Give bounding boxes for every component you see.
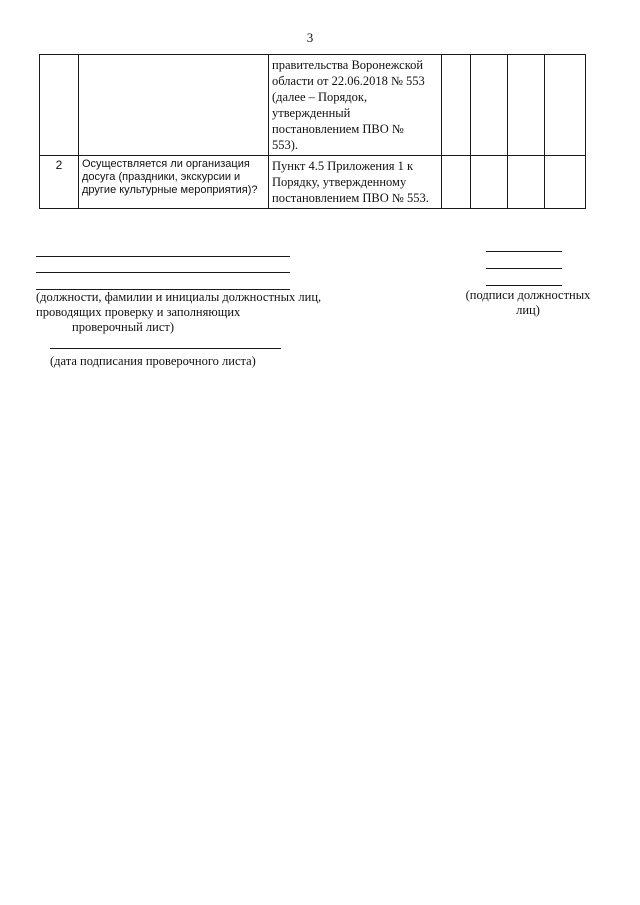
checklist-table bbox=[39, 54, 586, 209]
date-line bbox=[50, 348, 281, 349]
page-number: 3 bbox=[306, 30, 314, 45]
officials-caption bbox=[36, 290, 321, 335]
signatures-caption bbox=[462, 288, 594, 318]
answer-na-cell bbox=[508, 156, 545, 209]
question-line: досуга (праздники, экскурсии и bbox=[82, 171, 241, 183]
question-line: другие культурные мероприятия)? bbox=[82, 184, 258, 196]
question-line: Осуществляется ли организация bbox=[82, 158, 250, 170]
requirement-line: утвержденный bbox=[272, 106, 351, 120]
notes-cell bbox=[545, 156, 586, 209]
row-number-cell bbox=[40, 55, 79, 156]
officials-caption-line: проверочный лист) bbox=[72, 320, 175, 334]
answer-no-cell bbox=[471, 156, 508, 209]
requirement-cell bbox=[269, 156, 442, 209]
requirement-line: области от 22.06.2018 № 553 bbox=[272, 74, 425, 88]
requirement-line: правительства Воронежской bbox=[272, 58, 424, 72]
answer-yes-cell bbox=[442, 156, 471, 209]
table-row bbox=[40, 55, 586, 156]
requirement-line: постановлением ПВО № 553. bbox=[272, 191, 429, 205]
officials-caption-line: (должности, фамилии и инициалы должностных лиц, bbox=[36, 290, 322, 304]
answer-no-cell bbox=[471, 55, 508, 156]
notes-cell bbox=[545, 55, 586, 156]
officials-caption-line: проводящих проверку и заполняющих bbox=[36, 305, 241, 319]
date-caption: (дата подписания проверочного листа) bbox=[50, 354, 256, 368]
signature-line bbox=[486, 251, 562, 252]
answer-yes-cell bbox=[442, 55, 471, 156]
requirement-line: 553). bbox=[272, 138, 299, 152]
question-cell bbox=[79, 55, 269, 156]
requirement-line: постановлением ПВО № bbox=[272, 122, 404, 136]
requirement-line: Порядку, утвержденному bbox=[272, 175, 407, 189]
signature-line bbox=[486, 268, 562, 269]
official-name-line bbox=[36, 272, 290, 273]
row-number-cell: 2 bbox=[40, 156, 79, 209]
question-cell bbox=[79, 156, 269, 209]
signature-line bbox=[486, 285, 562, 286]
requirement-line: Пункт 4.5 Приложения 1 к bbox=[272, 159, 414, 173]
requirement-cell bbox=[269, 55, 442, 156]
answer-na-cell bbox=[508, 55, 545, 156]
signatures-caption-line: (подписи должностных bbox=[465, 288, 591, 302]
signatures-caption-line: лиц) bbox=[516, 303, 540, 317]
official-name-line bbox=[36, 256, 290, 257]
requirement-line: (далее – Порядок, bbox=[272, 90, 368, 104]
table-row bbox=[40, 156, 586, 209]
